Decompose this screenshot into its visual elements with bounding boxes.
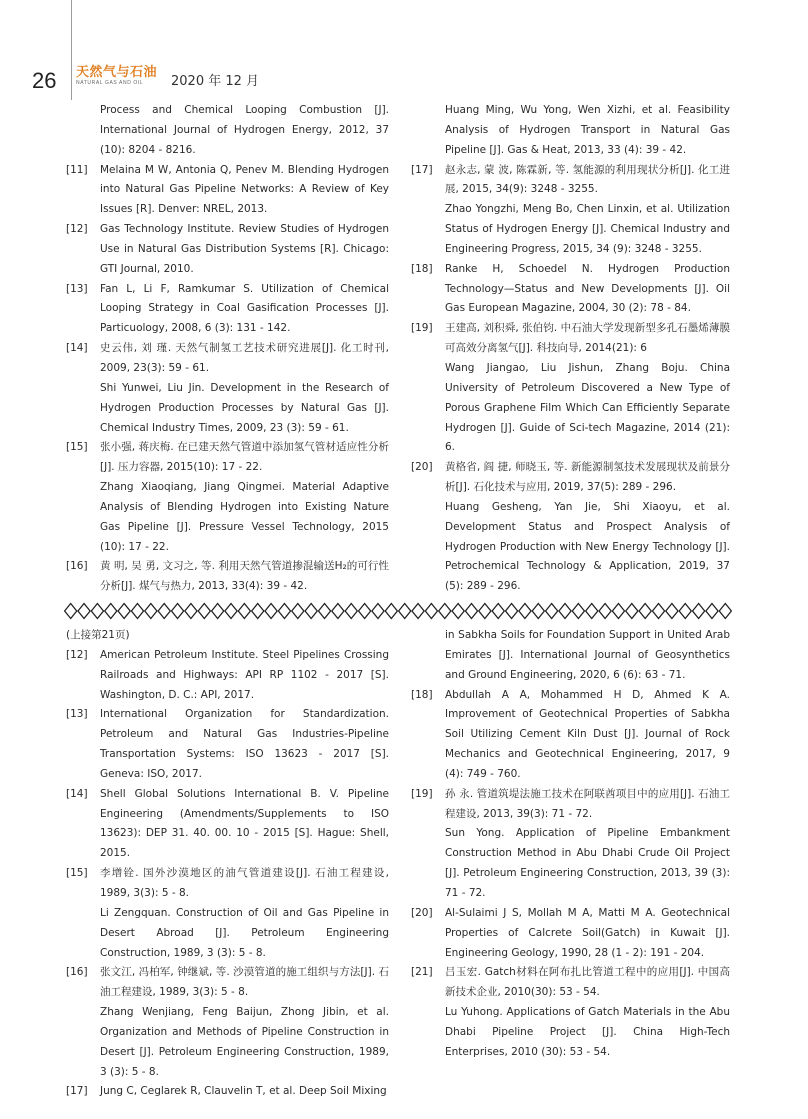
reference-number: [15] [66,441,88,454]
diamond-shape [492,604,504,619]
diamond-shape [505,604,517,619]
diamond-shape [586,604,598,619]
reference-entry [66,705,389,784]
reference-entry [411,963,730,1062]
diamond-shape [65,604,77,619]
diamond-shape [519,604,531,619]
diamond-shape [599,604,611,619]
references-bottom-right-column [411,626,730,1063]
reference-number: [14] [66,787,88,800]
reference-entry [66,1082,389,1102]
reference-number: [18] [411,262,433,275]
reference-english-citation: Zhang Xiaoqiang, Jiang Qingmei. Material Adaptive Analysis of Blending Hydrogen into Existing Nature Gas Pipeline [J]. Pressure Vessel Technology, 2015 (10): 17 - 22. [100,481,389,553]
diamond-shape [399,604,411,619]
diamond-shape [171,604,183,619]
reference-citation: 张小强, 蒋庆梅. 在已建天然气管道中添加氢气管材适应性分析[J]. 压力容器, 2015(10): 17 - 22. [100,441,389,474]
reference-text [100,646,389,706]
reference-number: [16] [66,560,88,573]
journal-name-cn: 天然气与石油 [76,65,158,80]
diamond-shape [652,604,664,619]
reference-text [445,904,730,964]
diamond-shape [292,604,304,619]
diamond-shape [559,604,571,619]
diamond-shape [105,604,117,619]
diamond-shape [479,604,491,619]
reference-entry [411,101,730,161]
reference-entry [411,458,730,597]
diamond-shape [626,604,638,619]
reference-number: [17] [66,1085,88,1098]
reference-text [100,963,389,1082]
reference-text [445,458,730,597]
reference-citation: American Petroleum Institute. Steel Pipelines Crossing Railroads and Highways: API RP 1102 - 2017 [S]. Washington, D. C.: API, 2017. [100,648,389,701]
reference-citation: Shell Global Solutions International B. V. Pipeline Engineering (Amendments/Supplements to ISO 13623): DEP 31. 40. 00. 10 - 2015 [S]. Hague: Shell, 2015. [100,787,389,860]
diamond-shape [465,604,477,619]
reference-text [445,260,730,320]
reference-text [100,864,389,963]
diamond-shape [345,604,357,619]
reference-text [445,686,730,785]
reference-entry [66,339,389,438]
reference-citation: 吕玉宏. Gatch材料在阿布扎比管道工程中的应用[J]. 中国高新技术企业, 2010(30): 53 - 54. [445,966,730,999]
reference-number: [19] [411,787,433,800]
reference-text [100,438,389,557]
diamond-shape [185,604,197,619]
reference-number: [13] [66,708,88,721]
reference-number: [11] [66,163,88,176]
reference-number: [20] [411,461,433,474]
reference-citation: Melaina M W, Antonia Q, Penev M. Blending Hydrogen into Natural Gas Pipeline Networks: A Review of Key Issues [R]. Denver: NREL, 2013. [100,163,389,216]
diamond-shape [666,604,678,619]
reference-citation: 张文江, 冯柏军, 钟继斌, 等. 沙漠管道的施工组织与方法[J]. 石油工程建设, 1989, 3(3): 5 - 8. [100,966,389,999]
reference-text [100,280,389,340]
reference-english-citation: Li Zengquan. Construction of Oil and Gas Pipeline in Desert Abroad [J]. Petroleum Engineering Construction, 1989, 3 (3): 5 - 8. [100,906,389,959]
diamond-shape [212,604,224,619]
reference-english-citation: Huang Gesheng, Yan Jie, Shi Xiaoyu, et al. Development Status and Prospect Analysis of Hydrogen Production with New Energy Technology [J]. Petrochemical Technology & Application, 2019, 37 (5): 289 - 296. [445,500,730,593]
reference-citation: Ranke H, Schoedel N. Hydrogen Production Technology—Status and New Developments [J]. Oil Gas European Magazine, 2004, 30 (2): 78 - 84. [445,262,730,315]
reference-english-citation: Zhao Yongzhi, Meng Bo, Chen Linxin, et al. Utilization Status of Hydrogen Energy [J]. Chemical Industry and Engineering Progress, 2015, 34 (9): 3248 - 3255. [445,203,730,255]
reference-text [445,161,730,260]
reference-entry [411,260,730,320]
reference-entry [66,438,389,557]
diamond-shape [265,604,277,619]
reference-entry [66,220,389,280]
diamond-shape [78,604,90,619]
diamond-shape [318,604,330,619]
diamond-shape [612,604,624,619]
reference-citation: Gas Technology Institute. Review Studies of Hydrogen Use in Natural Gas Distribution Systems [R]. Chicago: GTI Journal, 2010. [100,223,389,275]
reference-citation: 王建高, 刘积舜, 张伯钧. 中石油大学发现新型多孔石墨烯薄膜可高效分离氢气[J]. 科技向导, 2014(21): 6 [445,322,730,355]
reference-number: [19] [411,322,433,335]
reference-text [445,319,730,458]
diamond-shape [145,604,157,619]
page-number: 26 [32,68,57,93]
diamond-shape [158,604,170,619]
reference-number: [17] [411,163,433,176]
reference-entry [411,686,730,785]
reference-english-citation: Zhang Wenjiang, Feng Baijun, Zhong Jibin, et al. Organization and Methods of Pipeline Construction in Desert [J]. Petroleum Engineering Construction, 1989, 3 (3): 5 - 8. [100,1006,389,1078]
journal-logo [76,66,157,87]
reference-entry [66,161,389,221]
diamond-shape [372,604,384,619]
reference-text [100,1082,389,1102]
reference-number: [18] [411,688,433,701]
reference-citation: Al-Sulaimi J S, Mollah M A, Matti M A. Geotechnical Properties of Calcrete Soil(Gatch) in Kuwait [J]. Engineering Geology, 1990, 28 (1 - 2): 191 - 204. [445,906,730,959]
reference-english-citation: Wang Jiangao, Liu Jishun, Zhang Boju. China University of Petroleum Discovered a New Type of Porous Graphene Film Which Can Efficiently Separate Hydrogen [J]. Guide of Sci-tech Magazine, 2014 (21): 6. [445,361,730,454]
diamond-shape [546,604,558,619]
reference-citation: 孙 永. 管道筑堤法施工技术在阿联酋项目中的应用[J]. 石油工程建设, 2013, 39(3): 71 - 72. [445,787,730,820]
diamond-shape [252,604,264,619]
reference-text [100,557,389,597]
continued-note: (上接第21页) [66,629,130,641]
reference-entry [66,646,389,706]
reference-english-citation: Sun Yong. Application of Pipeline Embankment Construction Method in Abu Dhabi Crude Oil Project [J]. Petroleum Engineering Construction, 2013, 39 (3): 71 - 72. [445,827,730,899]
diamond-shape [359,604,371,619]
reference-citation: 赵永志, 蒙 波, 陈霖新, 等. 氢能源的利用现状分析[J]. 化工进展, 2015, 34(9): 3248 - 3255. [445,163,730,196]
reference-text [100,220,389,280]
reference-entry [411,626,730,686]
reference-text [100,339,389,438]
reference-citation: 黄 明, 吴 勇, 文习之, 等. 利用天然气管道掺混输送H₂的可行性分析[J]. 煤气与热力, 2013, 33(4): 39 - 42. [100,560,389,593]
reference-citation: International Organization for Standardization. Petroleum and Natural Gas Industries-Pipeline Transportation Systems: ISO 13623 - 2017 [S]. Geneva: ISO, 2017. [100,708,389,780]
references-bottom-left-column [66,626,389,1102]
reference-entry [411,904,730,964]
reference-continuation: in Sabkha Soils for Foundation Support in United Arab Emirates [J]. International Journal of Geosynthetics and Ground Engineering, 2020, 6 (6): 63 - 71. [445,629,730,681]
diamond-shape [385,604,397,619]
reference-entry [411,161,730,260]
reference-number: [16] [66,966,88,979]
diamond-shape [131,604,143,619]
diamond-shape [278,604,290,619]
reference-text [100,161,389,221]
diamond-shape [572,604,584,619]
diamond-shape [639,604,651,619]
diamond-separator [64,602,732,620]
diamond-shape [532,604,544,619]
reference-number: [15] [66,867,88,880]
diamond-shape [225,604,237,619]
reference-entry [66,557,389,597]
reference-entry [66,101,389,161]
references-top-right-column [411,101,730,597]
reference-entry [66,864,389,963]
reference-citation: 黄格省, 阎 捷, 师晓玉, 等. 新能源制氢技术发展现状及前景分析[J]. 石化技术与应用, 2019, 37(5): 289 - 296. [445,461,730,494]
reference-number: [13] [66,282,88,295]
reference-english-citation: Lu Yuhong. Applications of Gatch Materials in the Abu Dhabi Pipeline Project [J]. China High-Tech Enterprises, 2010 (30): 53 - 54. [445,1006,730,1058]
reference-entry [411,785,730,904]
issue-date: 2020 年 12 月 [171,74,260,89]
references-top-left-column [66,101,389,597]
reference-entry [66,280,389,340]
diamond-shape [332,604,344,619]
reference-number: [14] [66,342,88,355]
reference-citation: 李增铨. 国外沙漠地区的油气管道建设[J]. 石油工程建设, 1989, 3(3): 5 - 8. [100,867,389,899]
reference-continuation: Process and Chemical Looping Combustion [J]. International Journal of Hydrogen Energy, 2012, 37 (10): 8204 - 8216. [100,104,389,156]
diamond-shape [425,604,437,619]
reference-continuation: Huang Ming, Wu Yong, Wen Xizhi, et al. Feasibility Analysis of Hydrogen Transport in Natural Gas Pipeline [J]. Gas & Heat, 2013, 33 (4): 39 - 42. [445,104,730,156]
diamond-shape [693,604,705,619]
reference-text [445,963,730,1062]
reference-text [100,705,389,784]
diamond-shape [679,604,691,619]
diamond-shape [198,604,210,619]
reference-citation: 史云伟, 刘 瑾. 天然气制氢工艺技术研究进展[J]. 化工时刊, 2009, 23(3): 59 - 61. [100,342,389,374]
diamond-shape [412,604,424,619]
reference-text [100,785,389,864]
reference-citation: Fan L, Li F, Ramkumar S. Utilization of Chemical Looping Strategy in Coal Gasification Processes [J]. Particuology, 2008, 6 (3): 131 - 142. [100,282,389,335]
reference-english-citation: Shi Yunwei, Liu Jin. Development in the Research of Hydrogen Production Processes by Natural Gas [J]. Chemical Industry Times, 2009, 23 (3): 59 - 61. [100,381,389,434]
reference-entry [66,963,389,1082]
reference-entry [411,319,730,458]
reference-entry [66,785,389,864]
diamond-shape [706,604,718,619]
reference-text [445,785,730,904]
header-vertical-rule [71,0,72,100]
diamond-shape [118,604,130,619]
reference-number: [12] [66,223,88,236]
diamond-shape [439,604,451,619]
diamond-shape [305,604,317,619]
reference-number: [12] [66,648,88,661]
reference-number: [20] [411,906,433,919]
reference-number: [21] [411,966,433,979]
reference-citation: Jung C, Ceglarek R, Clauvelin T, et al. Deep Soil Mixing [100,1085,387,1098]
diamond-shape [452,604,464,619]
diamond-shape [91,604,103,619]
journal-name-en: NATURAL GAS AND OIL [76,80,144,86]
diamond-shape [238,604,250,619]
diamond-shape [719,604,731,619]
reference-citation: Abdullah A A, Mohammed H D, Ahmed K A. Improvement of Geotechnical Properties of Sabkha Soil Utilizing Cement Kiln Dust [J]. Journal of Rock Mechanics and Geotechnical Engineering, 2017, 9 (4): 749 - 760. [445,688,730,780]
